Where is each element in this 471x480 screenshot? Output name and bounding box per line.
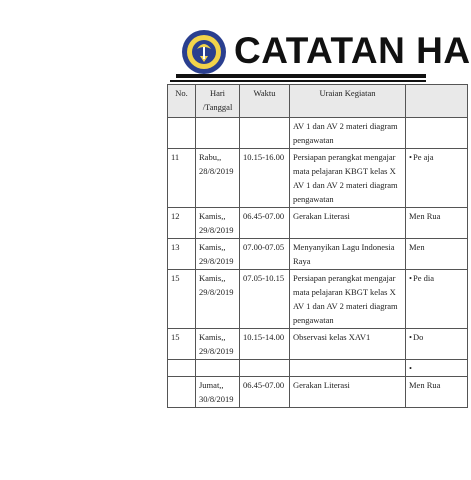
column-header-time: Waktu xyxy=(240,85,290,118)
column-header-activity: Uraian Kegiatan xyxy=(290,85,406,118)
table-row xyxy=(168,149,468,208)
day-date-cell xyxy=(196,118,240,149)
time-cell xyxy=(240,377,290,408)
day-date-cell xyxy=(196,377,240,408)
table-row xyxy=(168,270,468,329)
table-row xyxy=(168,329,468,360)
day-date-cell xyxy=(196,360,240,377)
day-date-cell-text: Jumat,, 30/8/2019 xyxy=(199,380,234,404)
extra-cell-text: Do xyxy=(412,332,424,342)
activity-cell-text: Persiapan perangkat mengajar mata pelajaran KBGT kelas X AV 1 dan AV 2 materi diagram pengawatan xyxy=(293,152,398,204)
day-date-cell xyxy=(196,208,240,239)
day-date-cell-text: Kamis,, 29/8/2019 xyxy=(199,273,234,297)
activity-cell xyxy=(290,377,406,408)
time-cell-text: 06.45-07.00 xyxy=(243,211,285,221)
extra-cell-text: Men Rua xyxy=(409,380,441,390)
activity-cell-text: Persiapan perangkat mengajar mata pelajaran KBGT kelas X AV 1 dan AV 2 materi diagram pengawatan xyxy=(293,273,398,325)
extra-cell xyxy=(406,208,468,239)
row-number-cell xyxy=(168,118,196,149)
activity-log-table xyxy=(167,84,441,408)
activity-cell-text: Observasi kelas XAV1 xyxy=(293,332,371,342)
time-cell-text: 06.45-07.00 xyxy=(243,380,285,390)
row-number-cell-text: 15 xyxy=(171,273,180,283)
time-cell xyxy=(240,149,290,208)
time-cell xyxy=(240,239,290,270)
activity-cell xyxy=(290,208,406,239)
extra-cell-text: Men Rua xyxy=(409,211,441,221)
row-number-cell-text: 13 xyxy=(171,242,180,252)
table-header-row xyxy=(168,85,468,118)
day-date-cell-text: Kamis,, 29/8/2019 xyxy=(199,242,234,266)
time-cell-text: 10.15-14.00 xyxy=(243,332,285,342)
extra-cell xyxy=(406,239,468,270)
extra-cell-text: Pe dia xyxy=(412,273,434,283)
time-cell-text: 10.15-16.00 xyxy=(243,152,285,162)
page-title: CATATAN HA xyxy=(234,30,471,71)
header-divider-thin xyxy=(170,80,426,82)
header-divider-thick xyxy=(176,74,426,78)
row-number-cell xyxy=(168,377,196,408)
day-date-cell xyxy=(196,329,240,360)
time-cell xyxy=(240,270,290,329)
row-number-cell xyxy=(168,270,196,329)
time-cell xyxy=(240,329,290,360)
table-row xyxy=(168,118,468,149)
extra-cell xyxy=(406,360,468,377)
column-header-extra xyxy=(406,85,468,118)
row-number-cell xyxy=(168,360,196,377)
row-number-cell xyxy=(168,149,196,208)
row-number-cell-text: 15 xyxy=(171,332,180,342)
time-cell xyxy=(240,208,290,239)
column-header-day-date: Hari /Tanggal xyxy=(196,85,240,118)
time-cell-text: 07.00-07.05 xyxy=(243,242,285,252)
activity-cell-text: AV 1 dan AV 2 materi diagram pengawatan xyxy=(293,121,398,145)
time-cell xyxy=(240,118,290,149)
university-seal-icon xyxy=(181,29,227,75)
activity-cell-text: Gerakan Literasi xyxy=(293,211,350,221)
extra-cell xyxy=(406,329,468,360)
extra-cell xyxy=(406,377,468,408)
day-date-cell xyxy=(196,270,240,329)
day-date-cell xyxy=(196,149,240,208)
activity-cell-text: Gerakan Literasi xyxy=(293,380,350,390)
extra-cell xyxy=(406,270,468,329)
row-number-cell xyxy=(168,239,196,270)
extra-cell-text: Pe aja xyxy=(412,152,434,162)
time-cell-text: 07.05-10.15 xyxy=(243,273,285,283)
activity-cell xyxy=(290,239,406,270)
table-row xyxy=(168,208,468,239)
activity-cell xyxy=(290,360,406,377)
row-number-cell-text: 12 xyxy=(171,211,180,221)
day-date-cell-text: Kamis,, 29/8/2019 xyxy=(199,332,234,356)
extra-cell xyxy=(406,118,468,149)
extra-cell xyxy=(406,149,468,208)
extra-cell-text: Men xyxy=(409,242,425,252)
column-header-no: No. xyxy=(168,85,196,118)
row-number-cell-text: 11 xyxy=(171,152,180,162)
table-row xyxy=(168,239,468,270)
time-cell xyxy=(240,360,290,377)
activity-cell xyxy=(290,270,406,329)
row-number-cell xyxy=(168,329,196,360)
day-date-cell-text: Kamis,, 29/8/2019 xyxy=(199,211,234,235)
activity-cell-text: Menyanyikan Lagu Indonesia Raya xyxy=(293,242,395,266)
table-row xyxy=(168,360,468,377)
activity-cell xyxy=(290,149,406,208)
row-number-cell xyxy=(168,208,196,239)
table-row xyxy=(168,377,468,408)
document-header xyxy=(0,0,471,84)
activity-cell xyxy=(290,118,406,149)
day-date-cell-text: Rabu,, 28/8/2019 xyxy=(199,152,234,176)
activity-cell xyxy=(290,329,406,360)
day-date-cell xyxy=(196,239,240,270)
